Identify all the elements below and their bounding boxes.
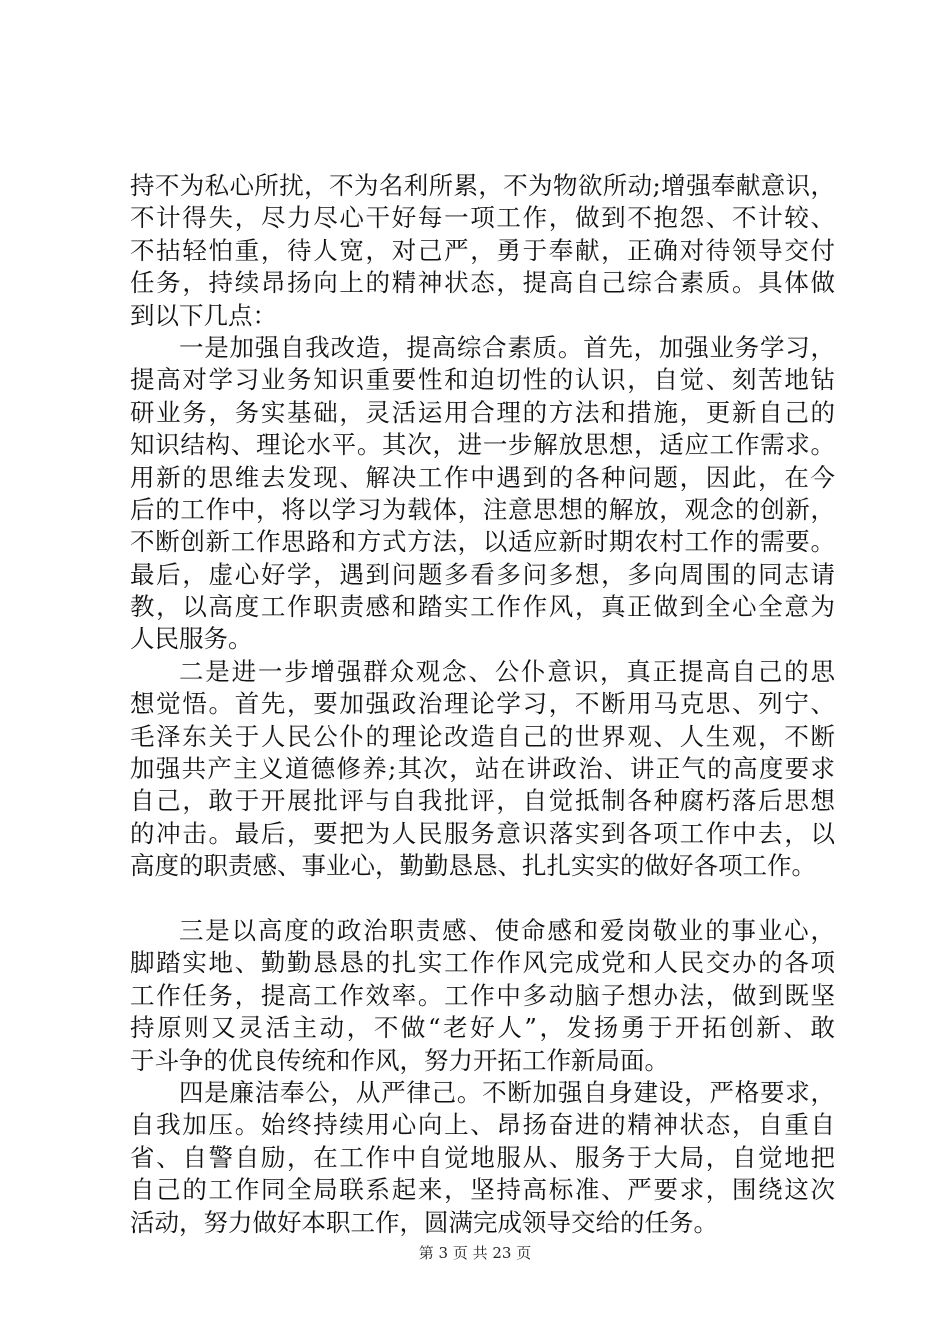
paragraph	[130, 332, 835, 656]
text-line: 二是进一步增强群众观念、公仆意识，真正提高自己的思	[179, 656, 835, 686]
paragraph	[130, 1077, 835, 1239]
text-line: 自己，敢于开展批评与自我批评，自觉抵制各种腐朽落后思想	[130, 786, 835, 816]
text-line: 不断创新工作思路和方式方法，以适应新时期农村工作的需要。	[130, 527, 835, 557]
paragraph	[130, 915, 835, 1077]
text-line: 知识结构、理论水平。其次，进一步解放思想，适应工作需求。	[130, 430, 835, 460]
text-line: 省、自警自励，在工作中自觉地服从、服务于大局，自觉地把	[130, 1142, 835, 1172]
text-line: 到以下几点：	[130, 300, 277, 330]
text-line: 于斗争的优良传统和作风，努力开拓工作新局面。	[130, 1045, 669, 1075]
text-line: 四是廉洁奉公，从严律己。不断加强自身建设，严格要求，	[179, 1077, 835, 1107]
text-line: 最后，虚心好学，遇到问题多看多问多想，多向周围的同志请	[130, 559, 835, 589]
text-line: 持原则又灵活主动，不做“老好人”，发扬勇于开拓创新、敢	[130, 1013, 835, 1043]
text-line: 教，以高度工作职责感和踏实工作作风，真正做到全心全意为	[130, 592, 835, 622]
text-line: 毛泽东关于人民公仆的理论改造自己的世界观、人生观，不断	[130, 721, 835, 751]
paragraph	[130, 656, 835, 883]
text-line: 三是以高度的政治职责感、使命感和爱岗敬业的事业心，	[179, 915, 835, 945]
text-line: 想觉悟。首先，要加强政治理论学习，不断用马克思、列宁、	[130, 689, 835, 719]
text-line: 一是加强自我改造，提高综合素质。首先，加强业务学习，	[179, 332, 835, 362]
text-line: 提高对学习业务知识重要性和迫切性的认识，自觉、刻苦地钻	[130, 365, 835, 395]
document-body	[130, 170, 835, 1239]
text-line: 自我加压。始终持续用心向上、昂扬奋进的精神状态，自重自	[130, 1110, 835, 1140]
text-line: 的冲击。最后，要把为人民服务意识落实到各项工作中去，以	[130, 818, 835, 848]
text-line: 人民服务。	[130, 624, 253, 654]
paragraph-spacer	[130, 883, 835, 915]
text-line: 工作任务，提高工作效率。工作中多动脑子想办法，做到既坚	[130, 980, 835, 1010]
text-line: 后的工作中，将以学习为载体，注意思想的解放，观念的创新，	[130, 494, 835, 524]
text-line: 加强共产主义道德修养;其次，站在讲政治、讲正气的高度要求	[130, 754, 835, 784]
text-line: 任务，持续昂扬向上的精神状态，提高自己综合素质。具体做	[130, 268, 835, 298]
text-line: 活动，努力做好本职工作，圆满完成领导交给的任务。	[130, 1207, 718, 1237]
text-line: 用新的思维去发现、解决工作中遇到的各种问题，因此，在今	[130, 462, 835, 492]
text-line: 不拈轻怕重，待人宽，对己严，勇于奉献，正确对待领导交付	[130, 235, 835, 265]
text-line: 脚踏实地、勤勤恳恳的扎实工作作风完成党和人民交办的各项	[130, 948, 835, 978]
text-line: 自己的工作同全局联系起来，坚持高标准、严要求，围绕这次	[130, 1175, 835, 1205]
page-footer: 第 3 页 共 23 页	[418, 1244, 532, 1262]
text-line: 持不为私心所扰，不为名利所累，不为物欲所动;增强奉献意识，	[130, 171, 835, 200]
paragraph	[130, 170, 835, 332]
text-line: 不计得失，尽力尽心干好每一项工作，做到不抱怨、不计较、	[130, 203, 835, 233]
text-line: 高度的职责感、事业心，勤勤恳恳、扎扎实实的做好各项工作。	[130, 851, 816, 881]
text-line: 研业务，务实基础，灵活运用合理的方法和措施，更新自己的	[130, 397, 835, 427]
